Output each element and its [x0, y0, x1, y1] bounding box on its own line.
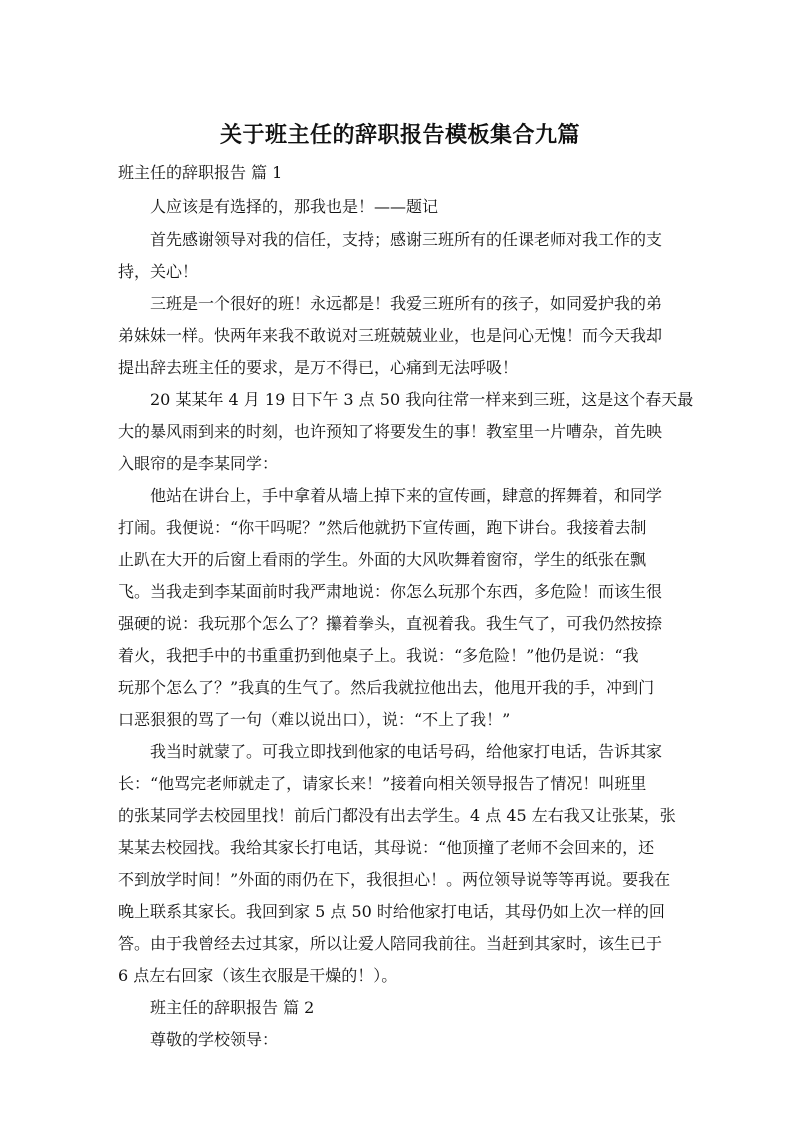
paragraph-line: 着火，我把手中的书重重扔到他桌子上。我说：“多危险！”他仍是说：“我 [118, 646, 639, 665]
paragraph-line: 玩那个怎么了？”我真的生气了。然后我就拉他出去，他甩开我的手，冲到门 [118, 678, 655, 697]
paragraph-line: 止趴在大开的后窗上看雨的学生。外面的大风吹舞着窗帘，学生的纸张在飘 [118, 550, 647, 569]
document-title: 关于班主任的辞职报告模板集合九篇 [219, 123, 580, 148]
paragraph-line: 提出辞去班主任的要求，是万不得已，心痛到无法呼吸！ [118, 358, 519, 377]
section-heading: 班主任的辞职报告 篇 2 [150, 998, 315, 1017]
paragraph-line: 答。由于我曾经去过其家，所以让爱人陪同我前往。当赶到其家时，该生已于 [118, 934, 663, 953]
paragraph-line: 不到放学时间！”外面的雨仍在下，我很担心！。两位领导说等等再说。要我在 [118, 870, 671, 889]
paragraph-line: 口恶狠狠的骂了一句（难以说出口），说：“不上了我！” [118, 710, 511, 729]
paragraph-line: 人应该是有选择的，那我也是！——题记 [150, 197, 439, 216]
paragraph-line: 晚上联系其家长。我回到家 5 点 50 时给他家打电话，其母仍如上次一样的回 [118, 902, 665, 921]
paragraph-line: 长：“他骂完老师就走了，请家长来！”接着向相关领导报告了情况！叫班里 [118, 774, 647, 793]
paragraph-line: 某某去校园找。我给其家长打电话，其母说：“他顶撞了老师不会回来的，还 [118, 838, 655, 857]
paragraph-line: 弟妹妹一样。快两年来我不敢说对三班兢兢业业，也是问心无愧！而今天我却 [118, 326, 663, 345]
paragraph-line: 20 某某年 4 月 19 日下午 3 点 50 我向往常一样来到三班，这是这个春天最 [150, 390, 694, 409]
paragraph-line: 强硬的说：我玩那个怎么了？攥着拳头，直视着我。我生气了，可我仍然按捺 [118, 614, 663, 633]
paragraph-line: 大的暴风雨到来的时刻，也许预知了将要发生的事！教室里一片嘈杂，首先映 [118, 422, 663, 441]
paragraph-line: 飞。当我走到李某面前时我严肃地说：你怎么玩那个东西，多危险！而该生很 [118, 582, 663, 601]
paragraph-line: 持，关心！ [118, 262, 199, 281]
paragraph-line: 首先感谢领导对我的信任，支持；感谢三班所有的任课老师对我工作的支 [150, 230, 663, 249]
salutation: 尊敬的学校领导： [150, 1030, 279, 1049]
paragraph-line: 三班是一个很好的班！永远都是！我爱三班所有的孩子，如同爱护我的弟 [150, 294, 663, 313]
paragraph-line: 我当时就蒙了。可我立即找到他家的电话号码，给他家打电话，告诉其家 [150, 742, 663, 761]
paragraph-line: 6 点左右回家（该生衣服是干燥的！）。 [118, 966, 398, 985]
paragraph-line: 入眼帘的是李某同学： [118, 454, 279, 473]
section-heading: 班主任的辞职报告 篇 1 [118, 163, 283, 182]
paragraph-line: 打闹。我便说：“你干吗呢？”然后他就扔下宣传画，跑下讲台。我接着去制 [118, 518, 647, 537]
paragraph-line: 他站在讲台上，手中拿着从墙上掉下来的宣传画，肆意的挥舞着，和同学 [150, 486, 663, 505]
paragraph-line: 的张某同学去校园里找！前后门都没有出去学生。4 点 45 左右我又让张某，张 [118, 806, 676, 825]
